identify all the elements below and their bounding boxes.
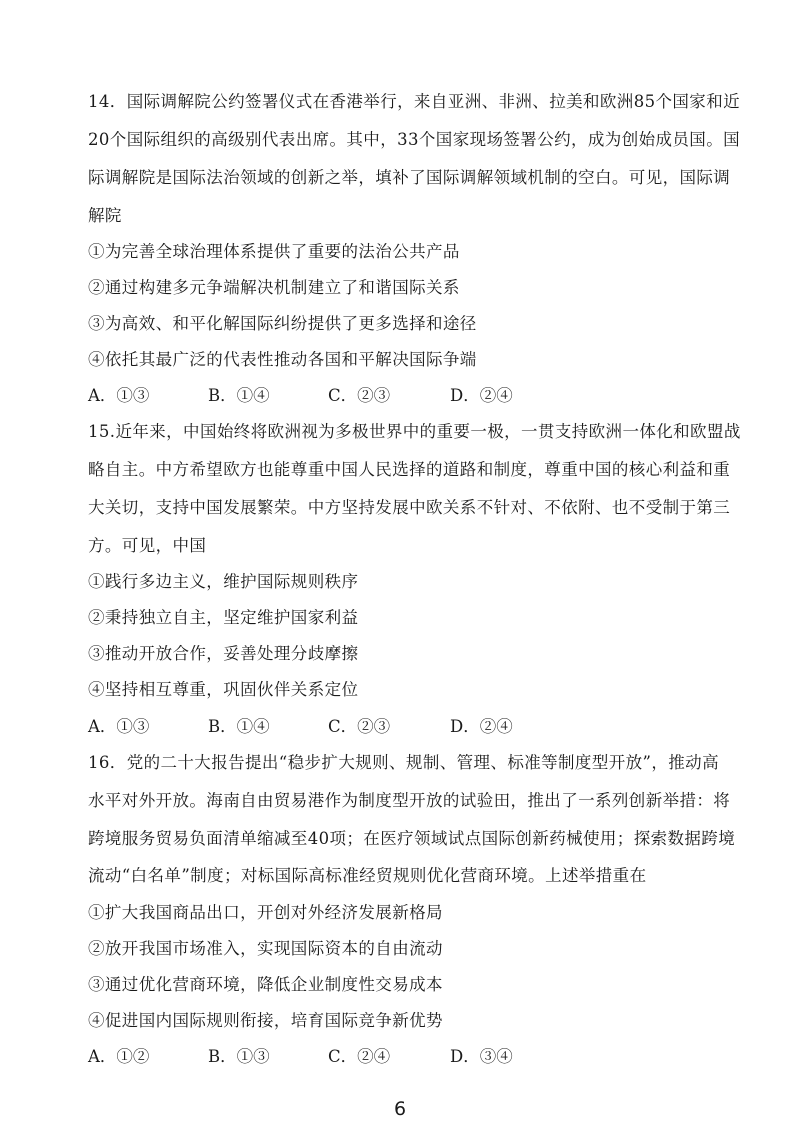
option-d: D．③④ (450, 1047, 513, 1066)
statement-4: ④依托其最广泛的代表性推动各国和平解决国际争端 (88, 350, 477, 369)
statement-3: ③通过优化营商环境，降低企业制度性交易成本 (88, 975, 443, 994)
statement-4: ④促进国内国际规则衔接，培育国际竞争新优势 (88, 1011, 443, 1030)
question-stem-line: 解院 (88, 206, 122, 225)
question-stem-line: 15.近年来，中国始终将欧洲视为多极世界中的重要一极，一贯支持欧洲一体化和欧盟战 (88, 422, 741, 441)
question-stem-line: 际调解院是国际法治领域的创新之举，填补了国际调解领域机制的空白。可见，国际调 (88, 168, 731, 187)
option-c: C．②③ (328, 717, 391, 736)
option-c: C．②④ (328, 1047, 391, 1066)
question-stem-line: 大关切，支持中国发展繁荣。中方坚持发展中欧关系不针对、不依附、也不受制于第三 (88, 498, 731, 517)
question-stem-line: 略自主。中方希望欧方也能尊重中国人民选择的道路和制度，尊重中国的核心利益和重 (88, 460, 731, 479)
option-b: B．①④ (208, 717, 270, 736)
option-b: B．①④ (208, 386, 270, 405)
option-a: A．①③ (88, 386, 150, 405)
option-a: A．①② (88, 1047, 150, 1066)
option-d: D．②④ (450, 717, 513, 736)
question-stem-line: 14．国际调解院公约签署仪式在香港举行，来自亚洲、非洲、拉美和欧洲85个国家和近 (88, 92, 740, 111)
statement-4: ④坚持相互尊重，巩固伙伴关系定位 (88, 680, 359, 699)
statement-2: ②通过构建多元争端解决机制建立了和谐国际关系 (88, 278, 460, 297)
question-stem-line: 流动“白名单”制度；对标国际高标准经贸规则优化营商环境。上述举措重在 (88, 866, 647, 885)
question-stem-line: 20个国际组织的高级别代表出席。其中，33个国家现场签署公约，成为创始成员国。国 (88, 130, 740, 149)
option-b: B．①③ (208, 1047, 270, 1066)
question-stem-line: 跨境服务贸易负面清单缩减至40项；在医疗领域试点国际创新药械使用；探索数据跨境 (88, 829, 736, 848)
statement-1: ①扩大我国商品出口，开创对外经济发展新格局 (88, 903, 443, 922)
question-stem-line: 16．党的二十大报告提出“稳步扩大规则、规制、管理、标准等制度型开放”，推动高 (88, 753, 719, 772)
statement-1: ①践行多边主义，维护国际规则秩序 (88, 572, 359, 591)
option-d: D．②④ (450, 386, 513, 405)
statement-1: ①为完善全球治理体系提供了重要的法治公共产品 (88, 242, 460, 261)
question-stem-line: 水平对外开放。海南自由贸易港作为制度型开放的试验田，推出了一系列创新举措：将 (88, 791, 731, 810)
statement-2: ②放开我国市场准入，实现国际资本的自由流动 (88, 939, 443, 958)
page-number: 6 (393, 1098, 407, 1120)
statement-2: ②秉持独立自主，坚定维护国家利益 (88, 608, 359, 627)
option-c: C．②③ (328, 386, 391, 405)
statement-3: ③为高效、和平化解国际纠纷提供了更多选择和途径 (88, 314, 477, 333)
statement-3: ③推动开放合作，妥善处理分歧摩擦 (88, 644, 359, 663)
option-a: A．①③ (88, 717, 150, 736)
question-stem-line: 方。可见，中国 (88, 536, 207, 555)
